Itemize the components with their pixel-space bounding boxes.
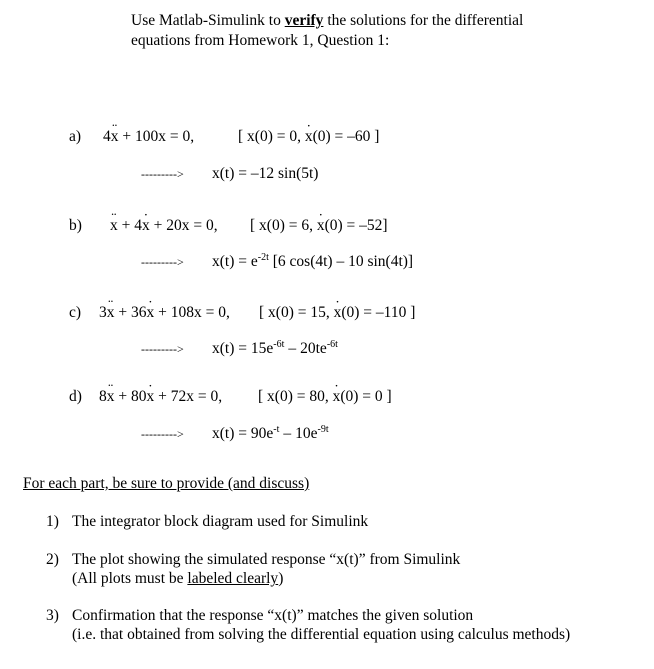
part-a-label: a) (69, 128, 82, 145)
intro-line-2: equations from Homework 1, Question 1: (131, 32, 390, 49)
verify-emphasis: verify (284, 12, 324, 29)
intro-line-1: Use Matlab-Simulink to verify the solutions for the differential (131, 12, 524, 29)
footer-item-2-note: (All plots must be labeled clearly) (72, 570, 284, 587)
part-d-label: d) (69, 388, 82, 405)
part-a-equation: 4¨ x + 100x = 0, (103, 129, 194, 145)
footer-item-1-number: 1) (46, 513, 59, 530)
part-c-solution: $x(t) = 15e^{-6t} - 20te^{-6t}$ (212, 339, 338, 357)
part-a-solution: x(t) = –12 sin(5t) (212, 165, 319, 182)
part-b-arrow: ---------> (141, 255, 184, 269)
part-b-label: b) (69, 217, 82, 234)
footer-item-1-text: The integrator block diagram used for Simulink (72, 513, 369, 530)
part-c-initial-conditions: [ x(0) = 15, ˙ x(0) = –110 ] (259, 305, 415, 321)
part-c-arrow: ---------> (141, 342, 184, 356)
part-c-equation: 3¨ x + 36˙ x + 108x = 0, (99, 305, 230, 321)
footer-heading: For each part, be sure to provide (and discuss) (23, 475, 310, 492)
footer-item-3-number: 3) (46, 607, 59, 624)
footer-item-2-text: The plot showing the simulated response “x(t)” from Simulink (72, 551, 461, 568)
part-d-arrow: ---------> (141, 427, 184, 441)
part-b-equation: ¨ x + 4˙ x + 20x = 0, (110, 218, 218, 234)
part-a-initial-conditions: [ x(0) = 0, ˙ x(0) = –60 ] (238, 129, 379, 145)
part-d-equation: 8¨ x + 80˙ x + 72x = 0, (99, 389, 222, 405)
part-a-arrow: ---------> (141, 167, 184, 181)
part-b-solution: $x(t) = e^{-2t}$ [6 cos(4t) – 10 sin(4t)] (212, 252, 414, 270)
footer-item-3-note: (i.e. that obtained from solving the differential equation using calculus methods) (72, 626, 571, 643)
footer-item-2-number: 2) (46, 551, 59, 568)
part-b-initial-conditions: [ x(0) = 6, ˙ x(0) = –52] (250, 218, 388, 234)
footer-item-3-text: Confirmation that the response “x(t)” matches the given solution (72, 607, 474, 624)
labeled-clearly-emphasis: labeled clearly (187, 570, 279, 587)
part-c-label: c) (69, 304, 82, 321)
part-d-solution: $x(t) = 90e^{-t} - 10e^{-9t}$ (212, 424, 329, 442)
part-d-initial-conditions: [ x(0) = 80, ˙ x(0) = 0 ] (258, 389, 392, 405)
